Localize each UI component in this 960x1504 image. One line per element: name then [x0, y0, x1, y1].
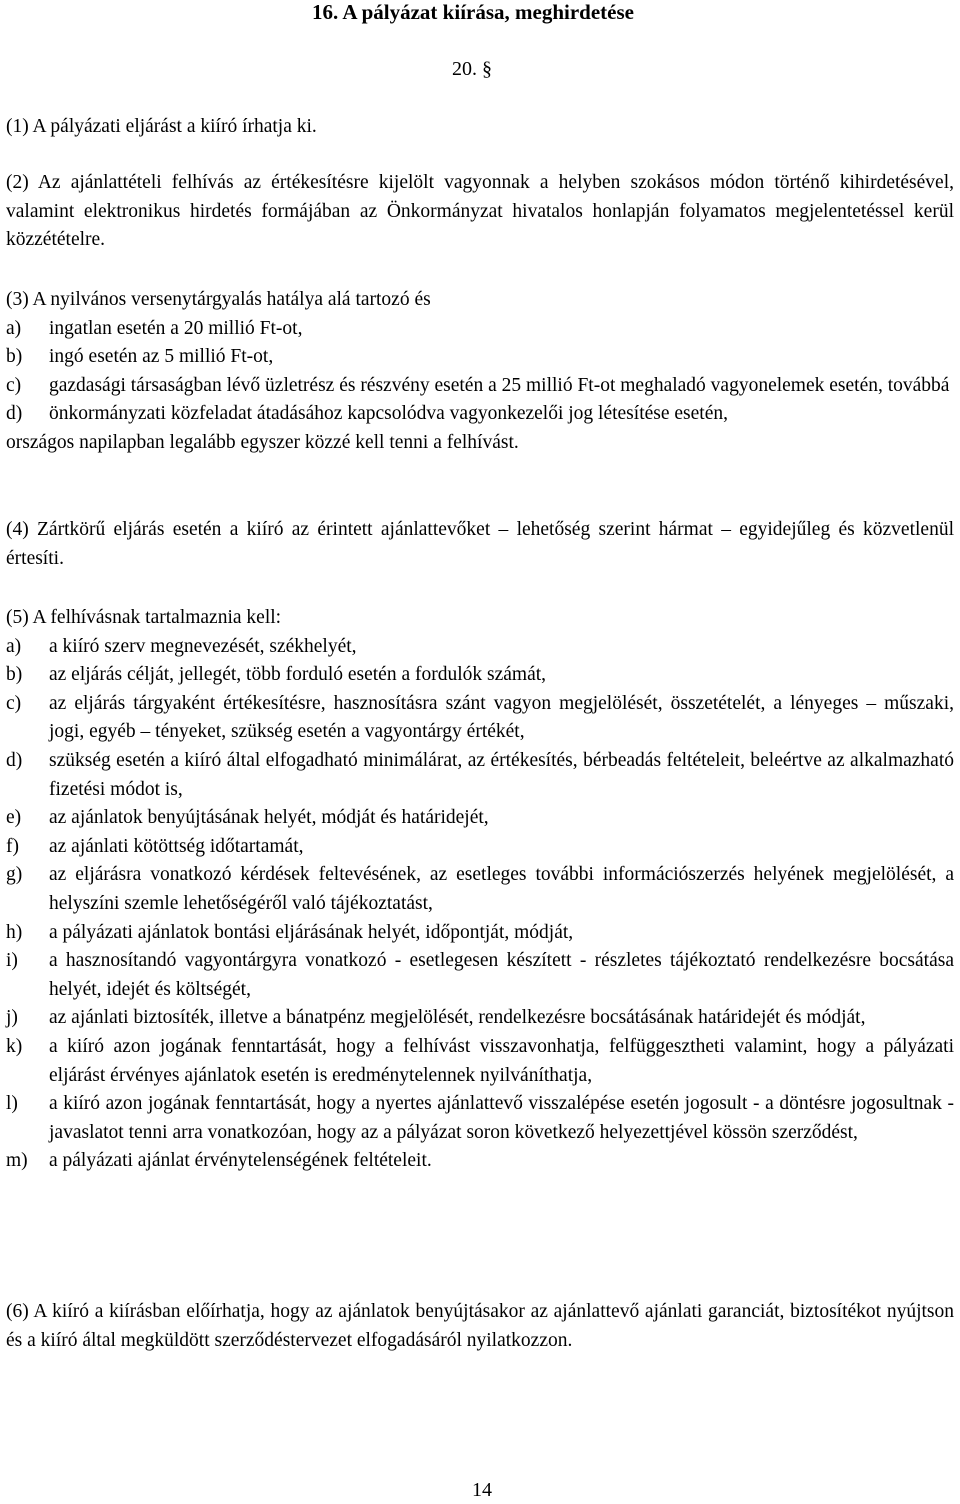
- list-item-text: a pályázati ajánlatok bontási eljárásának helyét, időpontját, módját,: [49, 921, 574, 943]
- list-item-text: az eljárásra vonatkozó kérdések feltevésének, az esetleges további információszerzés helyének megjelölését, a helyszíni szemle lehetőségéről való tájékoztatást,: [49, 864, 954, 914]
- list-item-text: szükség esetén a kiíró által elfogadható minimálárat, az értékesítés, bérbeadás feltételeit, beleértve az alkalmazható fizetési módot is,: [49, 749, 954, 800]
- list-item: [6, 633, 954, 662]
- list-item: [6, 400, 954, 429]
- list-item-text: az ajánlati biztosíték, illetve a bánatpénz megjelölését, rendelkezésre bocsátásának határidejét és módját,: [49, 1007, 866, 1029]
- list-item: [6, 747, 954, 804]
- list-item: [6, 315, 954, 344]
- list-item-text: a kiíró szerv megnevezését, székhelyét,: [49, 635, 357, 657]
- list-item-text: a hasznosítandó vagyontárgyra vonatkozó - esetlegesen készített - részletes tájékoztató rendelkezésre bocsátása helyét, idejét és költségét,: [49, 950, 954, 1000]
- list-item-label: h): [6, 921, 23, 943]
- list-item-label: b): [6, 346, 23, 368]
- paragraph-3: [6, 286, 954, 458]
- list-item-label: m): [6, 1150, 28, 1172]
- list-item-label: f): [6, 835, 19, 857]
- list-item-label: e): [6, 807, 22, 829]
- list-item-label: i): [6, 950, 18, 972]
- list-item-text: a pályázati ajánlat érvénytelenségének feltételeit.: [49, 1150, 432, 1172]
- list-item: [6, 1147, 954, 1176]
- list-item-label: a): [6, 635, 22, 657]
- page-number: 14: [472, 1479, 492, 1501]
- paragraph-5-intro: (5) A felhívásnak tartalmaznia kell:: [6, 607, 282, 628]
- list-item-text: önkormányzati közfeladat átadásához kapcsolódva vagyonkezelői jog létesítése esetén,: [49, 403, 728, 425]
- list-item-text: az ajánlati kötöttség időtartamát,: [49, 835, 304, 857]
- list-item-label: k): [6, 1035, 23, 1057]
- list-item-label: l): [6, 1093, 18, 1115]
- list-item-text: az eljárás célját, jellegét, több forduló esetén a fordulók számát,: [49, 664, 547, 686]
- list-item: [6, 804, 954, 833]
- list-item-text: a kiíró azon jogának fenntartását, hogy a felhívást visszavonhatja, felfüggesztheti valamint, hogy a pályázati eljárást érvényes ajánlatok esetén is eredménytelennek nyilváníthatja,: [49, 1035, 954, 1086]
- list-item: [6, 661, 954, 690]
- list-item-label: g): [6, 864, 23, 886]
- list-item: [6, 690, 954, 747]
- list-item-text: a kiíró azon jogának fenntartását, hogy a nyertes ajánlattevő visszalépése esetén jogosult - a döntésre jogosultnak - javaslatot tenni arra vonatkozóan, hogy az a pályázat soron következő helyezettjével kössön szerződést,: [49, 1093, 954, 1143]
- list-item: [6, 833, 954, 862]
- list-item-label: b): [6, 664, 23, 686]
- list-item-text: az ajánlatok benyújtásának helyét, módját és határidejét,: [49, 807, 489, 829]
- list-item-label: a): [6, 317, 22, 339]
- chapter-heading: 16. A pályázat kiírása, meghirdetése: [312, 0, 634, 24]
- list-item-label: d): [6, 403, 23, 425]
- list-item-text: az eljárás tárgyaként értékesítésre, hasznosításra szánt vagyon megjelölését, összetételét, a lényeges – műszaki, jogi, egyéb – tényeket, szükség esetén a vagyontárgy értékét,: [49, 692, 954, 743]
- list-item-label: c): [6, 692, 22, 714]
- paragraph-3-closing: országos napilapban legalább egyszer közzé kell tenni a felhívást.: [6, 431, 519, 453]
- paragraph-2: (2) Az ajánlattételi felhívás az értékesítésre kijelölt vagyonnak a helyben szokásos módon történő kihirdetésével, valamint elektronikus hirdetés formájában az Önkormányzat hivatalos honlapján folyamatos megjelentetéssel kerül közzétételre.: [6, 172, 954, 251]
- paragraph-1: (1) A pályázati eljárást a kiíró írhatja ki.: [6, 116, 317, 137]
- list-item: [6, 919, 954, 948]
- list-item-text: gazdasági társaságban lévő üzletrész és részvény esetén a 25 millió Ft-ot meghaladó vagyonelemek esetén, továbbá: [49, 374, 950, 396]
- list-item-text: ingatlan esetén a 20 millió Ft-ot,: [49, 317, 303, 339]
- paragraph-5: [6, 604, 954, 1176]
- list-item: [6, 1004, 954, 1033]
- list-item-label: j): [6, 1007, 18, 1029]
- list-item-label: d): [6, 749, 23, 771]
- list-item-label: c): [6, 374, 22, 396]
- paragraph-6: (6) A kiíró a kiírásban előírhatja, hogy az ajánlatok benyújtásakor az ajánlattevő ajánlati garanciát, biztosítékot nyújtson és a kiíró által megküldött szerződéstervezet elfogadásáról nyilatkozzon.: [6, 1301, 954, 1351]
- list-item-text: ingó esetén az 5 millió Ft-ot,: [49, 346, 274, 368]
- paragraph-3-intro: (3) A nyilvános versenytárgyalás hatálya alá tartozó és: [6, 289, 431, 310]
- section-number: 20. §: [452, 58, 492, 80]
- list-item: [6, 1090, 954, 1147]
- list-item: [6, 1033, 954, 1090]
- paragraph-4: (4) Zártkörű eljárás esetén a kiíró az érintett ajánlattevőket – lehetőség szerint hármat – egyidejűleg és közvetlenül értesíti.: [6, 519, 954, 569]
- list-item: [6, 861, 954, 918]
- list-item: [6, 947, 954, 1004]
- list-item: [6, 372, 954, 401]
- list-item: [6, 343, 954, 372]
